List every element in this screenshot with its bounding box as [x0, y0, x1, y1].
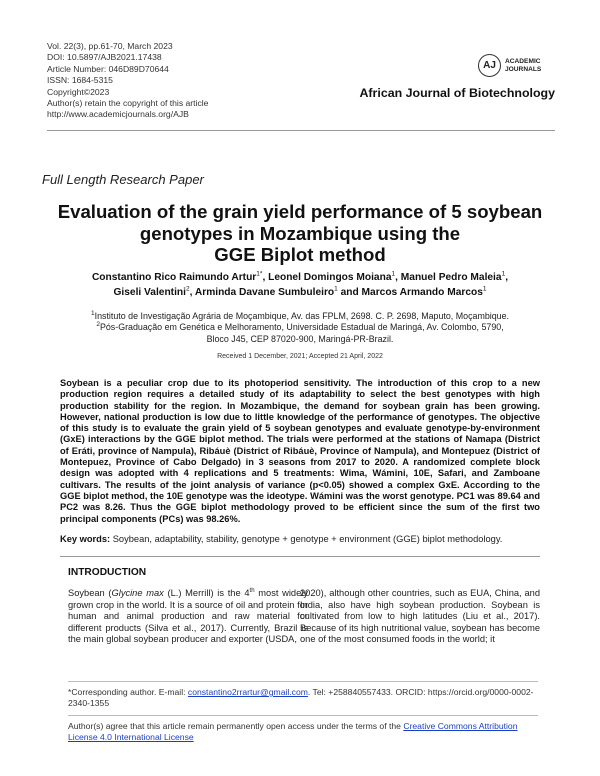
meta-issn: ISSN: 1684-5315 [47, 75, 113, 86]
meta-copyright: Copyright©2023 [47, 86, 110, 97]
article-metadata [47, 41, 208, 121]
paper-type: Full Length Research Paper [42, 172, 204, 187]
paper-title [40, 201, 560, 266]
header-divider [47, 130, 555, 131]
license-link[interactable]: Creative Commons Attribution License 4.0 International License [68, 721, 518, 742]
intro-text: (L.) Merrill) is the 4 [163, 588, 250, 598]
affiliation-text: Instituto de Investigação Agrária de Moçambique, Av. das FPLM, 2698. C. P. 2698, Maputo, Moçambique. [94, 311, 510, 321]
meta-volume: Vol. 22(3), pp.61-70, March 2023 [47, 41, 173, 51]
license-prefix: Author(s) agree that this article remain permanently open access under the terms of the [68, 721, 404, 731]
aj-logo-icon: AJ [478, 54, 501, 77]
affiliation-2-cont: Bloco J45, CEP 87020-900, Maringá-PR-Brazil. [206, 333, 394, 344]
logo-line-2: JOURNALS [505, 65, 542, 73]
author-sup: 2 [185, 285, 190, 293]
affiliation-sup: 1 [90, 310, 95, 318]
keywords-text: Soybean, adaptability, stability, genotype + genotype + environment (GGE) biplot methodology. [110, 534, 503, 544]
journal-name: African Journal of Biotechnology [359, 86, 555, 100]
affiliation-2 [40, 322, 560, 333]
meta-doi[interactable]: DOI: 10.5897/AJB2021.17438 [47, 52, 162, 63]
author-name: , Leonel Domingos Moiana [262, 272, 392, 283]
abstract-divider [60, 556, 540, 557]
license-statement [68, 721, 538, 743]
author-separator: , [505, 272, 509, 283]
author-list [40, 271, 560, 300]
author-name: , Manuel Pedro Maleia [395, 272, 502, 283]
affiliation-sup: 2 [96, 321, 100, 329]
intro-sup: th [249, 587, 255, 594]
intro-species: Glycine max [111, 588, 164, 598]
author-email-link[interactable]: constantino2rrartur@gmail.com [187, 687, 308, 697]
author-name: , Arminda Davane Sumbuleiro [189, 286, 335, 298]
author-sup: 1 [391, 270, 396, 278]
academic-journals-logo [478, 54, 541, 77]
section-heading-introduction: INTRODUCTION [68, 567, 147, 578]
author-name: and Marcos Armando Marcos [337, 286, 483, 298]
author-sup: 1 [482, 285, 487, 293]
author-sup: 1 [501, 270, 506, 278]
meta-rights: Author(s) retain the copyright of this article [47, 98, 209, 109]
intro-column-right: 2020), although other countries, such as EUA, China, and India, also have high soybean production. Soybean is cultivated from low to high latitudes (Liu et al., 2017). Because of its high nutritional value, soybean has become one of the most consumed foods in the world; it [300, 588, 540, 645]
author-sup: 1* [256, 270, 263, 278]
title-line-3: GGE Biplot method [214, 244, 386, 265]
abstract: Soybean is a peculiar crop due to its photoperiod sensitivity. The introduction of this crop to a new production region requires a detailed study of its adaptability to select the best genotypes with high production stability for the region. In Mozambique, the demand for soybean grain has been growing. However, national production is low due to little knowledge of the performance of genotypes. The objective of this study is to evaluate the grain yield of 5 soybean genotypes and evaluate genotype-by-environment (GxE) interactions by the GGE biplot method. The trials were performed at the stations of Namapa (District of Eráti, province of Nampula), Ribáuè (District of Ribáuè, Province of Nampula), and Montepuez (District of Montepuez, Province of Cabo Delgado) in 3 seasons from 2017 to 2020. A randomized complete block design was adopted with 4 replications and 5 treatments: Wima, Wámini, 10E, Safari, and Zamboane cultivars. The results of the joint analysis of variance (p<0.05) showed a complex GxE. According to the GGE biplot method, the 10E genotype was the ideotype. Wámini was the worst genotype. PC1 was 89.64 and PC2 was 8.26. Thus the GGE biplot methodology proved to be efficient since the sum of the first two principal components (PCs) was 98.26%. [60, 378, 540, 524]
logo-line-1: ACADEMIC [505, 57, 541, 65]
footnote-suffix: . Tel: +258840557433. ORCID: https://orcid.org/0000-0002-2340-1355 [68, 687, 534, 708]
authors-line-2 [40, 286, 560, 301]
intro-text: most widely grown crop in the world. It is a source of oil and protein for human and animal production and raw material for different products (Silva et al., 2017). Currently, Brazil is the main global soybean producer and exporter (USDA, [68, 588, 308, 645]
affiliations [40, 311, 560, 345]
author-name: Constantino Rico Raimundo Artur [91, 272, 257, 283]
meta-url[interactable]: http://www.academicjournals.org/AJB [47, 109, 189, 120]
corresponding-author [68, 687, 538, 709]
keywords-label: Key words: [60, 534, 111, 544]
license-divider [68, 715, 538, 716]
author-name: Giseli Valentini [113, 286, 186, 298]
affiliation-text: Pós-Graduação em Genética e Melhoramento, Universidade Estadual de Maringá, Av. Colombo, 5790, [99, 322, 504, 333]
intro-column-left [68, 588, 308, 646]
affiliation-1 [40, 311, 560, 322]
footnote-divider [68, 681, 538, 682]
author-sup: 1 [334, 285, 338, 293]
authors-line-1 [40, 271, 560, 286]
intro-text: Soybean ( [68, 588, 112, 598]
keywords [60, 534, 540, 545]
meta-article-number: Article Number: 046D89D70644 [47, 63, 169, 74]
logo-text [505, 58, 541, 73]
footnote-prefix: *Corresponding author. E-mail: [68, 687, 188, 697]
title-line-1: Evaluation of the grain yield performance of 5 soybean [57, 201, 543, 222]
received-dates: Received 1 December, 2021; Accepted 21 April, 2022 [217, 353, 383, 360]
title-line-2: genotypes in Mozambique using the [139, 222, 461, 244]
